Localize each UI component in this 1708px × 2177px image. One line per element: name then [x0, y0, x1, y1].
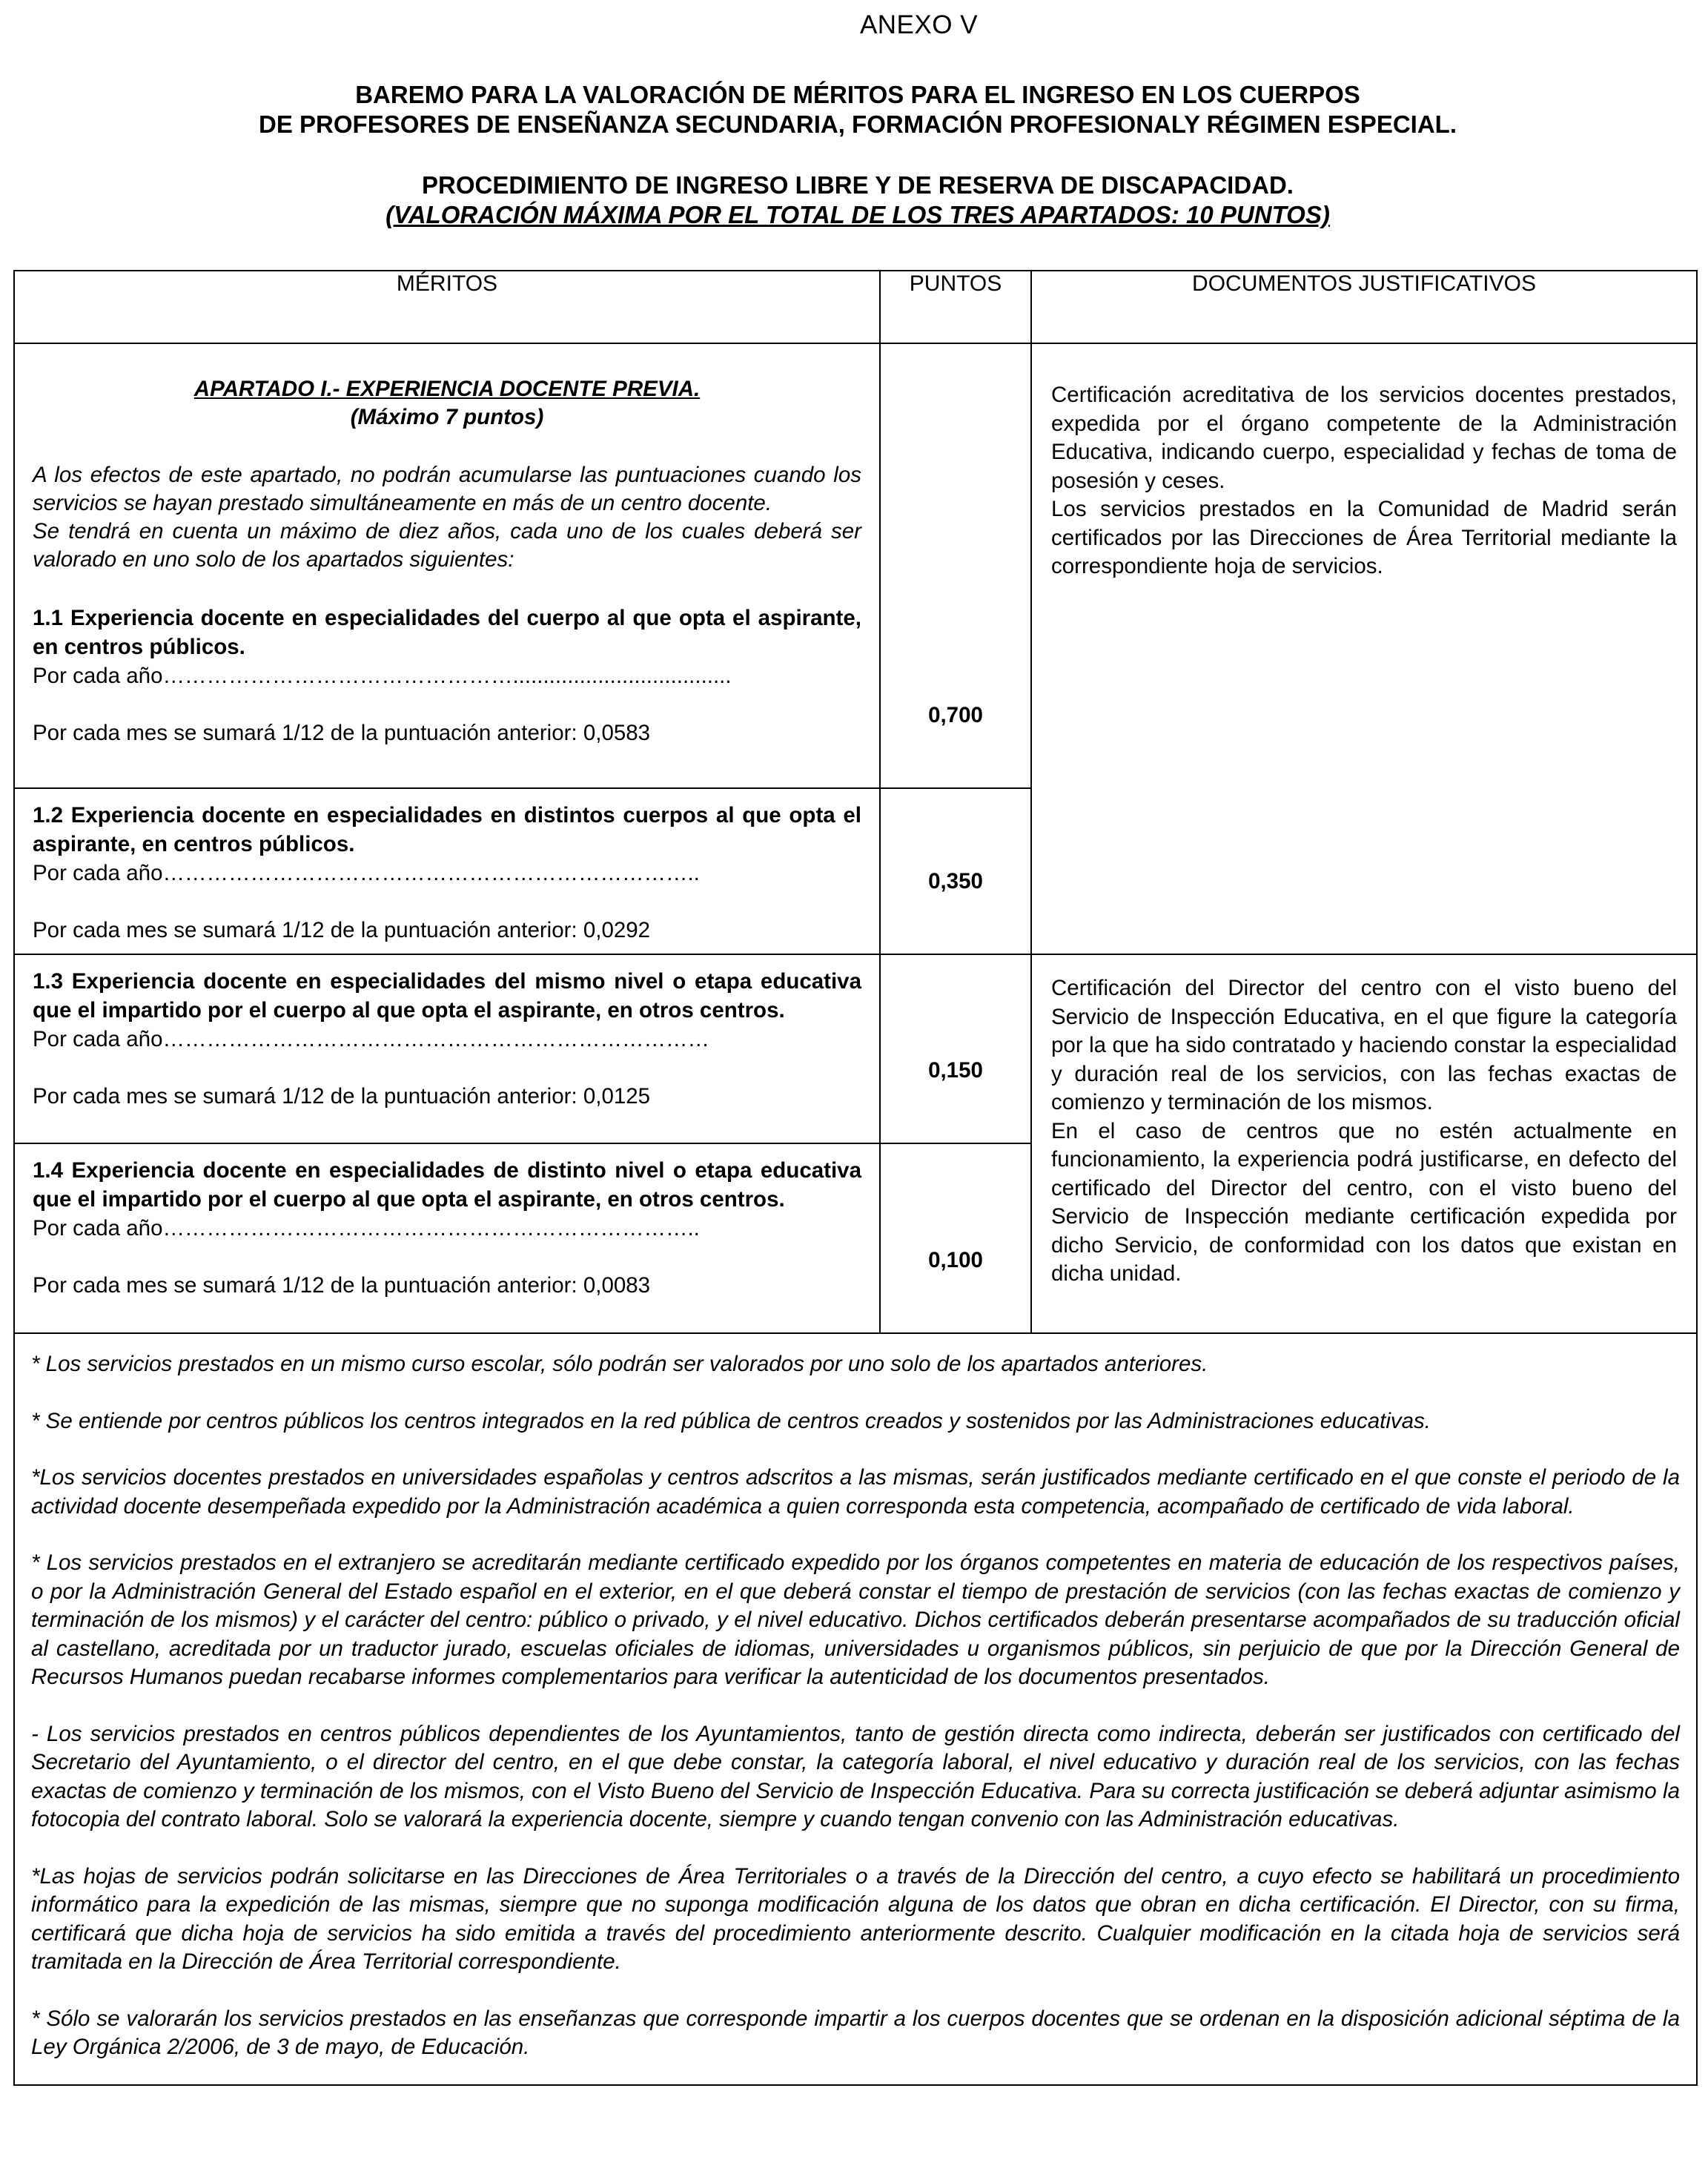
documents-other-cell — [1031, 954, 1697, 1333]
merit-cell-1-3 — [14, 954, 880, 1143]
note-item: * Los servicios prestados en un mismo curso escolar, sólo podrán ser valorados por uno solo de los apartados anteriores. — [31, 1352, 1208, 1376]
points-value: 0,350 — [928, 869, 983, 893]
item-per-month: Por cada mes se sumará 1/12 de la puntuación anterior: 0,0083 — [33, 1273, 651, 1298]
doc-other-2: En el caso de centros que no estén actualmente en funcionamiento, la experiencia podrá justificarse, en defecto del certificado del Director del centro, con el visto bueno del Servicio de Inspección mediante certificación expedida por dicho Servicio, de conformidad con los datos que existan en dicha unidad. — [1051, 1118, 1677, 1286]
doc-other-1: Certificación del Director del centro con el visto bueno del Servicio de Inspección Educativa, en el que figure la categoría por la que ha sido contratado y haciendo constar la especialidad y duración real de los servicios, con las fechas exactas de comienzo y terminación de los mismos. — [1051, 976, 1677, 1114]
merits-table — [13, 270, 1698, 2086]
item-title: 1.4 Experiencia docente en especialidades de distinto nivel o etapa educativa que el impartido por el cuerpo al que opta el aspirante, en otros centros. — [33, 1158, 861, 1212]
section-max: (Máximo 7 puntos) — [350, 405, 544, 429]
points-cell-1-1 — [880, 343, 1031, 788]
item-title: 1.3 Experiencia docente en especialidades del mismo nivel o etapa educativa que el impartido por el cuerpo al que opta el aspirante, en otros centros. — [33, 969, 861, 1023]
points-cell-1-2 — [880, 788, 1031, 954]
table-header-row — [14, 271, 1697, 343]
doc-public-1: Certificación acreditativa de los servicios docentes prestados, expedida por el órgano competente de la Administración Educativa, indicando cuerpo, especialidad y fechas de toma de posesión y ceses. — [1051, 383, 1677, 493]
table-row — [14, 954, 1697, 1143]
header-documents: DOCUMENTOS JUSTIFICATIVOS — [1031, 271, 1697, 343]
table-row — [14, 343, 1697, 788]
item-per-year: Por cada año……………………………………………………………….. — [33, 861, 700, 885]
section-title: APARTADO I.- EXPERIENCIA DOCENTE PREVIA. — [193, 377, 701, 401]
item-per-year: Por cada año………………………………………………………………… — [33, 1027, 709, 1051]
item-per-year: Por cada año……………………………………………………………….. — [33, 1216, 700, 1241]
points-cell-1-4 — [880, 1143, 1031, 1333]
item-per-year: Por cada año………………………………………….................................... — [33, 664, 732, 688]
merit-cell-1-4 — [14, 1143, 880, 1333]
documents-public-cell — [1031, 343, 1697, 954]
note-item: * Sólo se valorarán los servicios prestados en las enseñanzas que corresponde impartir a los cuerpos docentes que se ordenan en la disposición adicional séptima de la Ley Orgánica 2/2006, de 3 de mayo, de Educación. — [31, 2006, 1680, 2059]
item-per-month: Por cada mes se sumará 1/12 de la puntuación anterior: 0,0125 — [33, 1084, 651, 1109]
points-cell-1-3 — [880, 954, 1031, 1143]
heading-title — [0, 80, 1708, 139]
merit-cell-1-1 — [14, 343, 880, 788]
doc-public-2: Los servicios prestados en la Comunidad de Madrid serán certificados por las Direcciones de Área Territorial mediante la correspondiente hoja de servicios. — [1051, 497, 1677, 578]
points-value: 0,100 — [928, 1248, 983, 1272]
procedure-title: PROCEDIMIENTO DE INGRESO LIBRE Y DE RESERVA DE DISCAPACIDAD. — [422, 171, 1294, 199]
header-points: PUNTOS — [880, 271, 1031, 343]
item-title: 1.1 Experiencia docente en especialidades del cuerpo al que opta el aspirante, en centros públicos. — [33, 606, 861, 659]
annex-title: ANEXO V — [859, 10, 979, 39]
item-per-month: Por cada mes se sumará 1/12 de la puntuación anterior: 0,0292 — [33, 918, 651, 942]
note-item: * Los servicios prestados en el extranjero se acreditarán mediante certificado expedido por los órganos competentes en materia de educación de los respectivos países, o por la Administración General del Estado español en el exterior, en el que deberá constar el tiempo de prestación de servicios (con las fechas exactas de comienzo y terminación de los mismos) y el carácter del centro: público o privado, y el nivel educativo. Dichos certificados deberán presentarse acompañados de su traducción oficial al castellano, acreditada por un traductor jurado, escuelas oficiales de idiomas, universidades u organismos públicos, sin perjuicio de que por la Dirección General de Recursos Humanos puedan recabarse informes complementarios para verificar la autenticidad de los documentos presentados. — [31, 1550, 1680, 1689]
section-intro-1: A los efectos de este apartado, no podrán acumularse las puntuaciones cuando los servicios se hayan prestado simultáneamente en más de un centro docente. — [33, 463, 861, 515]
item-per-month: Por cada mes se sumará 1/12 de la puntuación anterior: 0,0583 — [33, 721, 651, 745]
section-intro-2: Se tendrá en cuenta un máximo de diez años, cada uno de los cuales deberá ser valorado en uno solo de los apartados siguientes: — [33, 519, 861, 572]
note-item: *Las hojas de servicios podrán solicitarse en las Direcciones de Área Territoriales o a través de la Dirección del centro, a cuyo efecto se habilitará un procedimiento informático para la expedición de las mismas, siempre que no suponga modificación alguna de los datos que obran en dicha certificación. El Director, con su firma, certificará que dicha hoja de servicios ha sido emitida a través del procedimiento anteriormente descrito. Cualquier modificación en la citada hoja de servicios será tramitada en la Dirección de Área Territorial correspondiente. — [31, 1863, 1680, 1974]
note-item: - Los servicios prestados en centros públicos dependientes de los Ayuntamientos, tanto de gestión directa como indirecta, deberán ser justificados con certificado del Secretario del Ayuntamiento, o el director del centro, en el que debe constar, la categoría laboral, el nivel educativo y duración real de los servicios, con las fechas exactas de comienzo y terminación de los mismos, con el Visto Bueno del Servicio de Inspección Educativa. Para su correcta justificación se deberá adjuntar asimismo la fotocopia del contrato laboral. Solo se valorará la experiencia docente, siempre y cuando tengan convenio con las Administración educativas. — [31, 1721, 1680, 1831]
merit-cell-1-2 — [14, 788, 880, 954]
notes-row — [14, 1333, 1697, 2085]
heading-line-2: DE PROFESORES DE ENSEÑANZA SECUNDARIA, FORMACIÓN PROFESIONALY RÉGIMEN ESPECIAL. — [259, 110, 1457, 138]
note-item: *Los servicios docentes prestados en universidades españolas y centros adscritos a las mismas, serán justificados mediante certificado en el que conste el periodo de la actividad docente desempeñada expedido por la Administración académica a quien corresponda esta competencia, acompañado de certificado de vida laboral. — [31, 1465, 1680, 1519]
max-score-title: (VALORACIÓN MÁXIMA POR EL TOTAL DE LOS TRES APARTADOS: 10 PUNTOS) — [385, 201, 1330, 228]
note-item: * Se entiende por centros públicos los centros integrados en la red pública de centros creados y sostenidos por las Administraciones educativas. — [31, 1408, 1431, 1433]
heading-line-1: BAREMO PARA LA VALORACIÓN DE MÉRITOS PARA EL INGRESO EN LOS CUERPOS — [355, 81, 1360, 108]
notes-cell — [14, 1333, 1697, 2085]
points-value: 0,150 — [928, 1058, 983, 1083]
points-value: 0,700 — [928, 703, 983, 727]
header-merits: MÉRITOS — [14, 271, 880, 343]
item-title: 1.2 Experiencia docente en especialidades en distintos cuerpos al que opta el aspirante, en centros públicos. — [33, 803, 861, 856]
